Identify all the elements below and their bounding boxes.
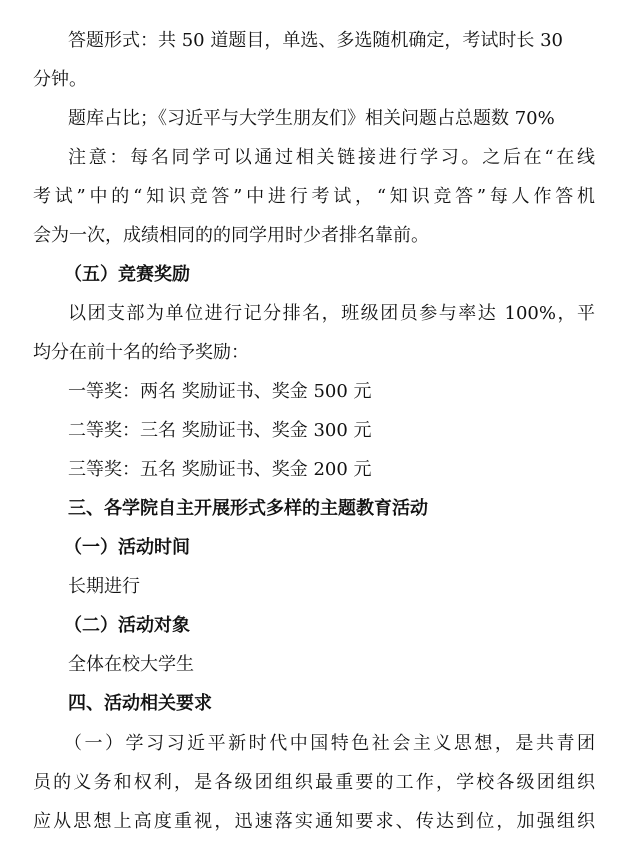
paragraph-requirements-cont-2: 应从思想上高度重视，迅速落实通知要求、传达到位，加强组织 xyxy=(33,811,595,832)
paragraph-answer-format: 答题形式：共 50 道题目，单选、多选随机确定，考试时长 30 xyxy=(68,30,563,51)
activity-time-value: 长期进行 xyxy=(68,576,140,597)
paragraph-requirements-cont-1: 员的义务和权利，是各级团组织最重要的工作，学校各级团组织 xyxy=(33,772,595,793)
paragraph-note-cont-1: 考试”中的“知识竞答”中进行考试，“知识竞答”每人作答机 xyxy=(33,186,595,207)
paragraph-ranking-cont: 均分在前十名的给予奖励： xyxy=(33,342,249,363)
paragraph-note-cont-2: 会为一次，成绩相同的的同学用时少者排名靠前。 xyxy=(33,225,429,246)
heading-section-three: 三、各学院自主开展形式多样的主题教育活动 xyxy=(68,498,428,519)
heading-competition-rewards: （五）竞赛奖励 xyxy=(64,264,190,285)
heading-activity-target: （二）活动对象 xyxy=(64,615,190,636)
activity-target-value: 全体在校大学生 xyxy=(68,654,194,675)
paragraph-requirements: （一）学习习近平新时代中国特色社会主义思想，是共青团 xyxy=(64,733,595,754)
second-prize: 二等奖：三名 奖励证书、奖金 300 元 xyxy=(68,420,372,441)
heading-section-four: 四、活动相关要求 xyxy=(68,693,212,714)
paragraph-question-bank: 题库占比；《习近平与大学生朋友们》相关问题占总题数 70% xyxy=(68,108,555,129)
first-prize: 一等奖：两名 奖励证书、奖金 500 元 xyxy=(68,381,372,402)
paragraph-answer-format-cont: 分钟。 xyxy=(33,69,87,90)
paragraph-note: 注意：每名同学可以通过相关链接进行学习。之后在“在线 xyxy=(68,147,595,168)
third-prize: 三等奖：五名 奖励证书、奖金 200 元 xyxy=(68,459,372,480)
paragraph-ranking: 以团支部为单位进行记分排名，班级团员参与率达 100%，平 xyxy=(68,303,595,324)
heading-activity-time: （一）活动时间 xyxy=(64,537,190,558)
